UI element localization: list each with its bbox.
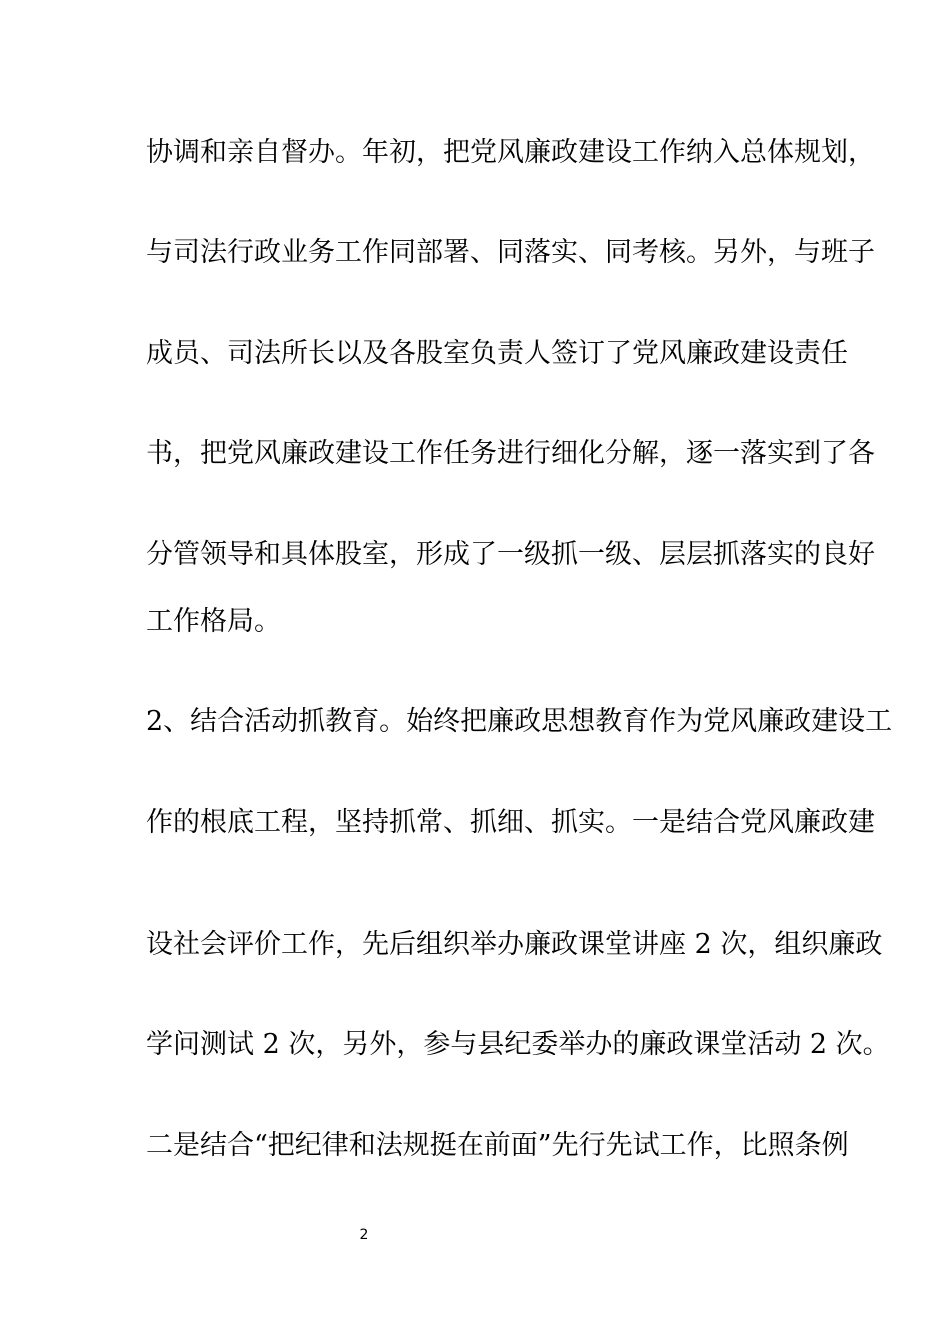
body-text-line: 与司法行政业务工作同部署、同落实、同考核。另外，与班子 xyxy=(146,237,875,268)
body-text-line: 2、结合活动抓教育。始终把廉政思想教育作为党风廉政建设工 xyxy=(146,706,893,737)
body-text-line: 二是结合“把纪律和法规挺在前面”先行先试工作，比照条例 xyxy=(146,1130,849,1161)
body-text-line: 协调和亲自督办。年初，把党风廉政建设工作纳入总体规划， xyxy=(146,137,875,168)
body-text-line: 成员、司法所长以及各股室负责人签订了党风廉政建设责任 xyxy=(146,338,848,369)
body-text-line: 设社会评价工作，先后组织举办廉政课堂讲座 2 次，组织廉政 xyxy=(146,929,883,960)
body-text-line: 工作格局。 xyxy=(146,606,281,637)
body-text-line: 作的根底工程，坚持抓常、抓细、抓实。一是结合党风廉政建 xyxy=(146,807,875,838)
body-text-line: 书，把党风廉政建设工作任务进行细化分解，逐一落实到了各 xyxy=(146,438,875,469)
page-number: 2 xyxy=(359,1227,369,1243)
body-text-line: 学问测试 2 次，另外，参与县纪委举办的廉政课堂活动 2 次。 xyxy=(146,1029,890,1060)
body-text-line: 分管领导和具体股室，形成了一级抓一级、层层抓落实的良好 xyxy=(146,539,875,570)
